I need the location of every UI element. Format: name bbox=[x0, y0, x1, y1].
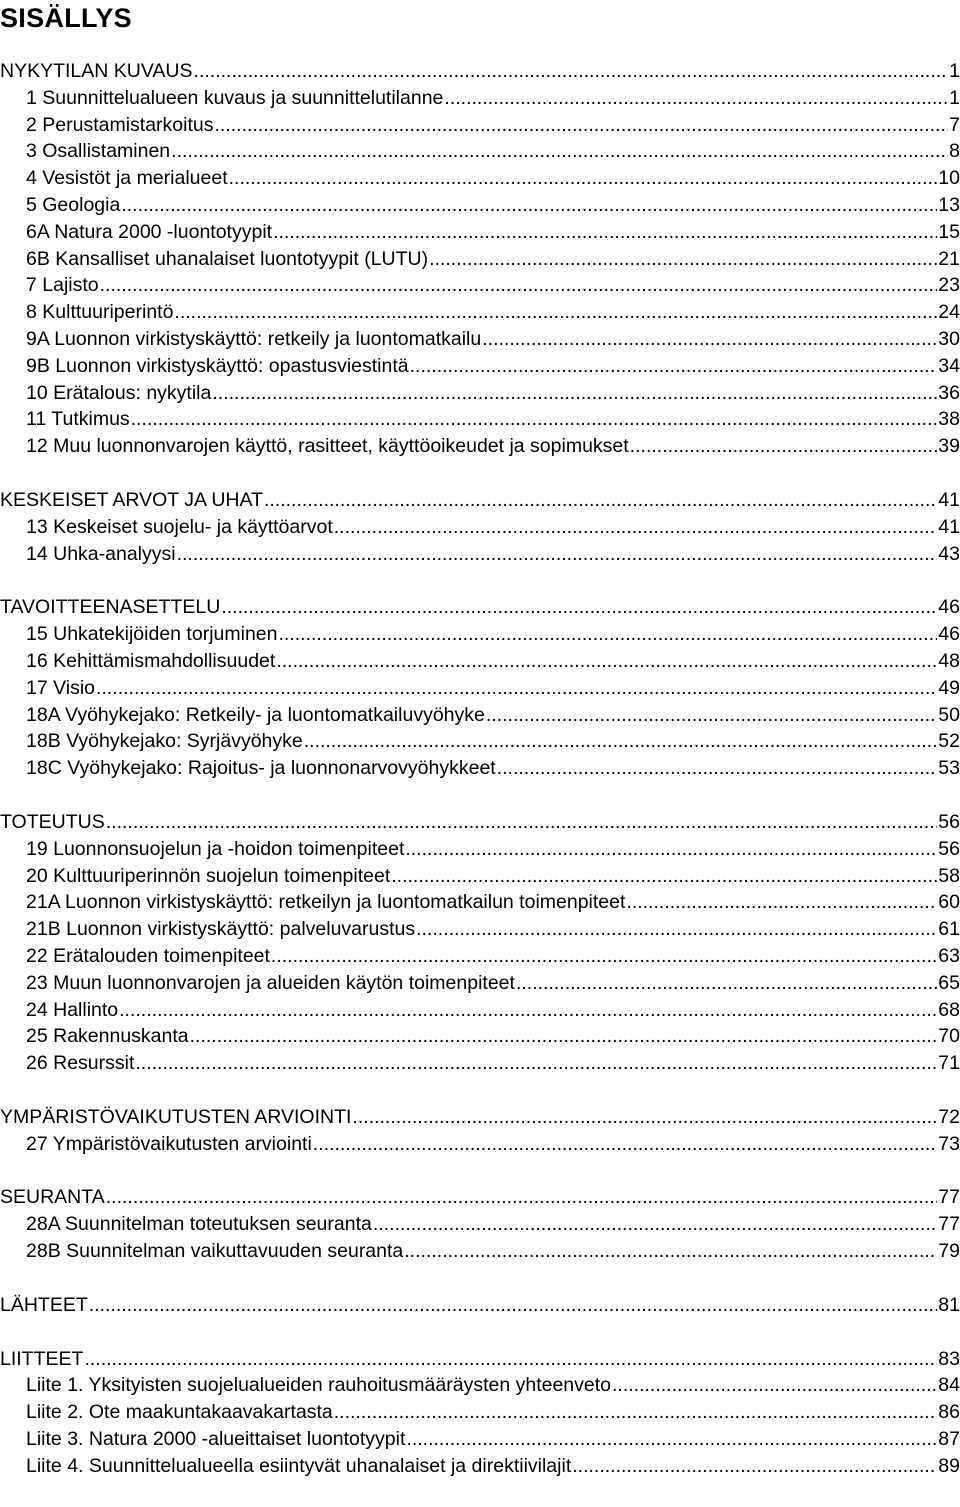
dot-leader bbox=[84, 1346, 937, 1373]
dot-leader bbox=[271, 943, 937, 970]
toc-entry[interactable] bbox=[0, 621, 960, 648]
toc-page-number: 56 bbox=[938, 810, 960, 833]
toc-entry-label: 14 Uhka-analyysi bbox=[26, 542, 176, 565]
toc-page-number: 23 bbox=[938, 274, 960, 297]
toc-page-number: 52 bbox=[938, 730, 960, 753]
dot-leader bbox=[106, 1184, 938, 1211]
toc-page-number: 87 bbox=[938, 1428, 960, 1451]
dot-leader bbox=[410, 353, 938, 380]
toc-entry[interactable] bbox=[0, 165, 960, 192]
dot-leader bbox=[391, 863, 937, 890]
toc-page-number: 58 bbox=[938, 864, 960, 887]
toc-page-number: 77 bbox=[938, 1213, 960, 1236]
toc-entry-label: TAVOITTEENASETTELU bbox=[0, 596, 221, 619]
toc-entry[interactable] bbox=[0, 85, 960, 112]
toc-entry-label: 8 Kulttuuriperintö bbox=[26, 301, 174, 324]
dot-leader bbox=[334, 1399, 938, 1426]
toc-entry-label: 11 Tutkimus bbox=[26, 408, 130, 431]
toc-entry-label: 13 Keskeiset suojelu- ja käyttöarvot bbox=[26, 515, 333, 538]
toc-entry-label: 9B Luonnon virkistyskäyttö: opastusviestintä bbox=[26, 354, 409, 377]
toc-section bbox=[0, 487, 960, 567]
toc-section bbox=[0, 809, 960, 1077]
toc-entry-label: Liite 4. Suunnittelualueella esiintyvät uhanalaiset ja direktiivilajit bbox=[26, 1454, 572, 1477]
dot-leader bbox=[444, 85, 948, 112]
dot-leader bbox=[135, 1050, 937, 1077]
toc-entry-label: 6A Natura 2000 -luontotyypit bbox=[26, 220, 273, 243]
dot-leader bbox=[106, 809, 938, 836]
dot-leader bbox=[630, 433, 938, 460]
toc-entry-label: 25 Rakennuskanta bbox=[26, 1025, 189, 1048]
toc-entry[interactable] bbox=[0, 728, 960, 755]
toc-page-number: 43 bbox=[938, 542, 960, 565]
toc-page-number: 86 bbox=[938, 1401, 960, 1424]
toc-entry[interactable] bbox=[0, 112, 960, 139]
dot-leader bbox=[119, 997, 937, 1024]
dot-leader bbox=[404, 1238, 937, 1265]
toc-entry[interactable] bbox=[0, 1050, 960, 1077]
toc-page-number: 77 bbox=[938, 1186, 960, 1209]
dot-leader bbox=[264, 487, 937, 514]
toc-section bbox=[0, 1104, 960, 1158]
toc-entry-label: 15 Uhkatekijöiden torjuminen bbox=[26, 623, 278, 646]
toc-entry-label: TOTEUTUS bbox=[0, 810, 105, 833]
page-title: SISÄLLYS bbox=[0, 3, 132, 33]
toc-page-number: 49 bbox=[938, 676, 960, 699]
toc-entry-label: Liite 2. Ote maakuntakaavakartasta bbox=[26, 1401, 333, 1424]
toc-entry-label: 22 Erätalouden toimenpiteet bbox=[26, 944, 270, 967]
toc-entry[interactable] bbox=[0, 272, 960, 299]
toc-entry[interactable] bbox=[0, 675, 960, 702]
toc-page-number: 60 bbox=[938, 891, 960, 914]
dot-leader bbox=[373, 1211, 937, 1238]
dot-leader bbox=[429, 246, 937, 273]
toc-page-number: 48 bbox=[938, 649, 960, 672]
dot-leader bbox=[352, 1104, 937, 1131]
toc-entry-label: 24 Hallinto bbox=[26, 998, 119, 1021]
toc-entry[interactable] bbox=[0, 755, 960, 782]
toc-entry-label: LIITTEET bbox=[0, 1347, 84, 1370]
dot-leader bbox=[215, 112, 949, 139]
toc-section bbox=[0, 1346, 960, 1480]
toc-page-number: 50 bbox=[938, 703, 960, 726]
toc-page-number: 1 bbox=[949, 60, 960, 82]
toc-entry[interactable] bbox=[0, 219, 960, 246]
table-of-contents bbox=[0, 58, 960, 1507]
dot-leader bbox=[612, 1372, 937, 1399]
toc-entry[interactable] bbox=[0, 1023, 960, 1050]
toc-entry[interactable] bbox=[0, 1372, 960, 1399]
toc-entry[interactable] bbox=[0, 836, 960, 863]
toc-page-number: 68 bbox=[938, 998, 960, 1021]
toc-entry-label: 1 Suunnittelualueen kuvaus ja suunnittelutilanne bbox=[26, 86, 444, 109]
toc-entry[interactable] bbox=[0, 1238, 960, 1265]
dot-leader bbox=[121, 192, 937, 219]
toc-entry-label: 21B Luonnon virkistyskäyttö: palveluvarustus bbox=[26, 918, 416, 941]
toc-entry-label: 18A Vyöhykejako: Retkeily- ja luontomatkailuvyöhyke bbox=[26, 703, 485, 726]
toc-entry[interactable] bbox=[0, 1211, 960, 1238]
toc-page-number: 1 bbox=[949, 86, 960, 109]
toc-section-heading[interactable] bbox=[0, 809, 960, 836]
toc-entry[interactable] bbox=[0, 138, 960, 165]
toc-entry[interactable] bbox=[0, 889, 960, 916]
toc-page-number: 83 bbox=[938, 1347, 960, 1370]
toc-entry[interactable] bbox=[0, 916, 960, 943]
toc-entry-label: 28B Suunnitelman vaikuttavuuden seuranta bbox=[26, 1240, 404, 1263]
toc-entry[interactable] bbox=[0, 192, 960, 219]
toc-page-number: 79 bbox=[938, 1240, 960, 1263]
toc-entry-label: 4 Vesistöt ja merialueet bbox=[26, 167, 228, 190]
toc-entry-label: YMPÄRISTÖVAIKUTUSTEN ARVIOINTI bbox=[0, 1105, 352, 1128]
toc-entry-label: 23 Muun luonnonvarojen ja alueiden käytön toimenpiteet bbox=[26, 971, 515, 994]
dot-leader bbox=[405, 836, 937, 863]
toc-entry-label: 5 Geologia bbox=[26, 193, 121, 216]
toc-entry[interactable] bbox=[0, 997, 960, 1024]
toc-entry-label: SEURANTA bbox=[0, 1186, 105, 1209]
dot-leader bbox=[190, 1023, 938, 1050]
dot-leader bbox=[100, 272, 938, 299]
toc-page-number: 70 bbox=[938, 1025, 960, 1048]
toc-entry-label: 18C Vyöhykejako: Rajoitus- ja luonnonarvovyöhykkeet bbox=[26, 757, 496, 780]
toc-entry-label: Liite 1. Yksityisten suojelualueiden rauhoitusmääräysten yhteenveto bbox=[26, 1374, 611, 1397]
toc-entry[interactable] bbox=[0, 433, 960, 460]
toc-entry-label: 27 Ympäristövaikutusten arviointi bbox=[26, 1132, 312, 1155]
dot-leader bbox=[171, 138, 948, 165]
toc-entry[interactable] bbox=[0, 943, 960, 970]
toc-page-number: 30 bbox=[938, 327, 960, 350]
toc-page-number: 10 bbox=[938, 167, 960, 190]
dot-leader bbox=[96, 675, 937, 702]
toc-entry[interactable] bbox=[0, 1131, 960, 1158]
toc-section-heading[interactable] bbox=[0, 594, 960, 621]
dot-leader bbox=[174, 299, 937, 326]
toc-entry-label: 18B Vyöhykejako: Syrjävyöhyke bbox=[26, 730, 303, 753]
dot-leader bbox=[229, 165, 938, 192]
toc-page-number: 21 bbox=[938, 247, 960, 270]
toc-section-heading[interactable] bbox=[0, 1292, 960, 1319]
toc-entry[interactable] bbox=[0, 406, 960, 433]
toc-entry[interactable] bbox=[0, 970, 960, 997]
toc-section-heading[interactable] bbox=[0, 1104, 960, 1131]
toc-entry-label: 6B Kansalliset uhanalaiset luontotyypit (LUTU) bbox=[26, 247, 429, 270]
dot-leader bbox=[304, 728, 938, 755]
toc-entry-label: 9A Luonnon virkistyskäyttö: retkeily ja luontomatkailu bbox=[26, 327, 482, 350]
toc-page-number: 13 bbox=[938, 193, 960, 216]
toc-page-number: 8 bbox=[949, 140, 960, 163]
toc-entry[interactable] bbox=[0, 863, 960, 890]
dot-leader bbox=[278, 621, 937, 648]
dot-leader bbox=[572, 1453, 937, 1480]
toc-page-number: 46 bbox=[938, 623, 960, 646]
toc-page-number: 39 bbox=[938, 435, 960, 458]
toc-page-number: 84 bbox=[938, 1374, 960, 1397]
toc-section-heading[interactable] bbox=[0, 1184, 960, 1211]
dot-leader bbox=[276, 648, 937, 675]
dot-leader bbox=[221, 594, 937, 621]
toc-entry-label: 16 Kehittämismahdollisuudet bbox=[26, 649, 276, 672]
toc-entry-label: 26 Resurssit bbox=[26, 1052, 135, 1075]
toc-entry-label: 21A Luonnon virkistyskäyttö: retkeilyn ja luontomatkailun toimenpiteet bbox=[26, 891, 626, 914]
dot-leader bbox=[194, 58, 949, 85]
toc-entry-label: Liite 3. Natura 2000 -alueittaiset luontotyypit bbox=[26, 1428, 406, 1451]
dot-leader bbox=[177, 541, 938, 568]
toc-entry-label: 2 Perustamistarkoitus bbox=[26, 113, 214, 136]
dot-leader bbox=[516, 970, 937, 997]
toc-entry[interactable] bbox=[0, 299, 960, 326]
dot-leader bbox=[131, 406, 938, 433]
toc-entry[interactable] bbox=[0, 353, 960, 380]
dot-leader bbox=[273, 219, 937, 246]
toc-entry[interactable] bbox=[0, 1453, 960, 1480]
toc-page-number: 34 bbox=[938, 354, 960, 377]
toc-page-number: 63 bbox=[938, 944, 960, 967]
toc-page-number: 72 bbox=[938, 1105, 960, 1128]
toc-entry[interactable] bbox=[0, 541, 960, 568]
toc-section bbox=[0, 58, 960, 460]
toc-page-number: 38 bbox=[938, 408, 960, 431]
toc-page-number: 89 bbox=[938, 1454, 960, 1477]
toc-section-heading[interactable] bbox=[0, 487, 960, 514]
dot-leader bbox=[482, 326, 937, 353]
toc-entry[interactable] bbox=[0, 1399, 960, 1426]
dot-leader bbox=[313, 1131, 938, 1158]
dot-leader bbox=[486, 702, 937, 729]
toc-page-number: 36 bbox=[938, 381, 960, 404]
dot-leader bbox=[497, 755, 938, 782]
toc-section bbox=[0, 1184, 960, 1264]
toc-entry-label: 28A Suunnitelman toteutuksen seuranta bbox=[26, 1213, 372, 1236]
toc-entry-label: 17 Visio bbox=[26, 676, 96, 699]
toc-entry-label: KESKEISET ARVOT JA UHAT bbox=[0, 488, 263, 511]
dot-leader bbox=[212, 380, 937, 407]
dot-leader bbox=[416, 916, 937, 943]
toc-entry-label: 20 Kulttuuriperinnön suojelun toimenpiteet bbox=[26, 864, 391, 887]
toc-entry-label: NYKYTILAN KUVAUS bbox=[0, 60, 193, 82]
toc-section-heading[interactable] bbox=[0, 58, 960, 85]
toc-entry[interactable] bbox=[0, 648, 960, 675]
toc-section bbox=[0, 594, 960, 782]
toc-entry-label: 3 Osallistaminen bbox=[26, 140, 171, 163]
toc-page-number: 7 bbox=[949, 113, 960, 136]
toc-entry-label: 7 Lajisto bbox=[26, 274, 99, 297]
dot-leader bbox=[89, 1292, 938, 1319]
toc-section-heading[interactable] bbox=[0, 1346, 960, 1373]
toc-page-number: 41 bbox=[938, 515, 960, 538]
toc-page-number: 56 bbox=[938, 837, 960, 860]
toc-entry-label: 19 Luonnonsuojelun ja -hoidon toimenpiteet bbox=[26, 837, 405, 860]
toc-page-number: 24 bbox=[938, 301, 960, 324]
toc-entry[interactable] bbox=[0, 326, 960, 353]
toc-page-number: 71 bbox=[938, 1052, 960, 1075]
toc-page-number: 53 bbox=[938, 757, 960, 780]
toc-entry-label: LÄHTEET bbox=[0, 1293, 88, 1316]
toc-page-number: 65 bbox=[938, 971, 960, 994]
toc-page-number: 15 bbox=[938, 220, 960, 243]
toc-page-number: 61 bbox=[938, 918, 960, 941]
toc-entry-label: 12 Muu luonnonvarojen käyttö, rasitteet, käyttöoikeudet ja sopimukset bbox=[26, 435, 629, 458]
toc-entry[interactable] bbox=[0, 246, 960, 273]
toc-entry[interactable] bbox=[0, 514, 960, 541]
toc-page-number: 46 bbox=[938, 596, 960, 619]
toc-page-number: 73 bbox=[938, 1132, 960, 1155]
dot-leader bbox=[406, 1426, 937, 1453]
toc-page-number: 81 bbox=[938, 1293, 960, 1316]
toc-entry-label: 10 Erätalous: nykytila bbox=[26, 381, 212, 404]
toc-page-number: 41 bbox=[938, 488, 960, 511]
toc-section bbox=[0, 1292, 960, 1319]
toc-entry[interactable] bbox=[0, 380, 960, 407]
toc-entry[interactable] bbox=[0, 1426, 960, 1453]
dot-leader bbox=[626, 889, 937, 916]
toc-entry[interactable] bbox=[0, 702, 960, 729]
dot-leader bbox=[334, 514, 938, 541]
